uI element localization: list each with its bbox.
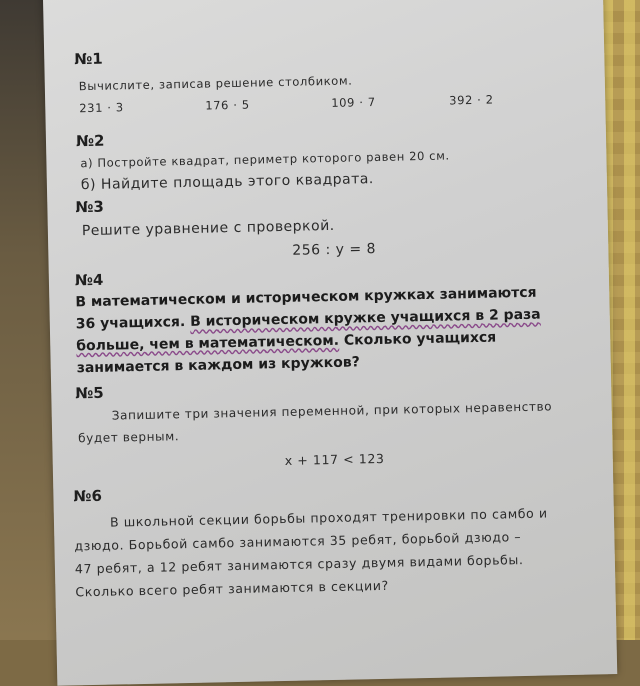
task4-line3-part-a: больше, чем в математическом.	[76, 332, 340, 355]
task6-line2: дзюдо. Борьбой самбо занимаются 35 ребят, борьбой дзюдо –	[74, 529, 522, 554]
task4-line2-part-b: В историческом кружке учащихся в 2 раза	[189, 306, 541, 330]
worksheet-paper	[43, 0, 618, 686]
task4-line2	[76, 307, 541, 333]
task4-line3-part-b: Сколько учащихся	[338, 329, 497, 349]
task4-number: №4	[74, 270, 104, 290]
task2-part-a: а) Постройте квадрат, периметр которого равен 20 см.	[80, 148, 450, 171]
task1-expr-2: 176 · 5	[205, 97, 250, 113]
task5-inequality: x + 117 < 123	[284, 450, 385, 468]
task1-number: №1	[74, 49, 103, 69]
task6-number: №6	[73, 486, 103, 506]
task5-number: №5	[75, 383, 104, 403]
task3-number: №3	[75, 197, 105, 217]
task2-part-b: б) Найдите площадь этого квадрата.	[80, 171, 374, 194]
task6-line4: Сколько всего ребят занимаются в секции?	[75, 577, 389, 600]
task4-line2-part-a: 36 учащихся.	[75, 314, 186, 333]
task1-expr-4: 392 · 2	[449, 92, 494, 108]
task3-instruction: Решите уравнение с проверкой.	[81, 217, 335, 240]
task2-number: №2	[75, 131, 105, 151]
task6-line3: 47 ребят, а 12 ребят занимаются сразу двумя видами борьбы.	[74, 552, 524, 577]
task1-expr-3: 109 · 7	[331, 94, 376, 110]
task5-line2: будет верным.	[78, 429, 180, 446]
task4-line1: В математическом и историческом кружках занимаются	[75, 284, 537, 311]
task1-expr-1: 231 · 3	[79, 100, 124, 116]
task5-line1: Запишите три значения переменной, при которых неравенство	[111, 399, 553, 423]
task1-instruction: Вычислите, записав решение столбиком.	[78, 73, 353, 94]
task3-equation: 256 : у = 8	[292, 241, 377, 259]
task4-line3	[76, 330, 496, 355]
task4-line4: занимается в каждом из кружков?	[76, 354, 360, 377]
task6-line1: В школьной секции борьбы проходят тренировки по самбо и	[109, 505, 548, 530]
